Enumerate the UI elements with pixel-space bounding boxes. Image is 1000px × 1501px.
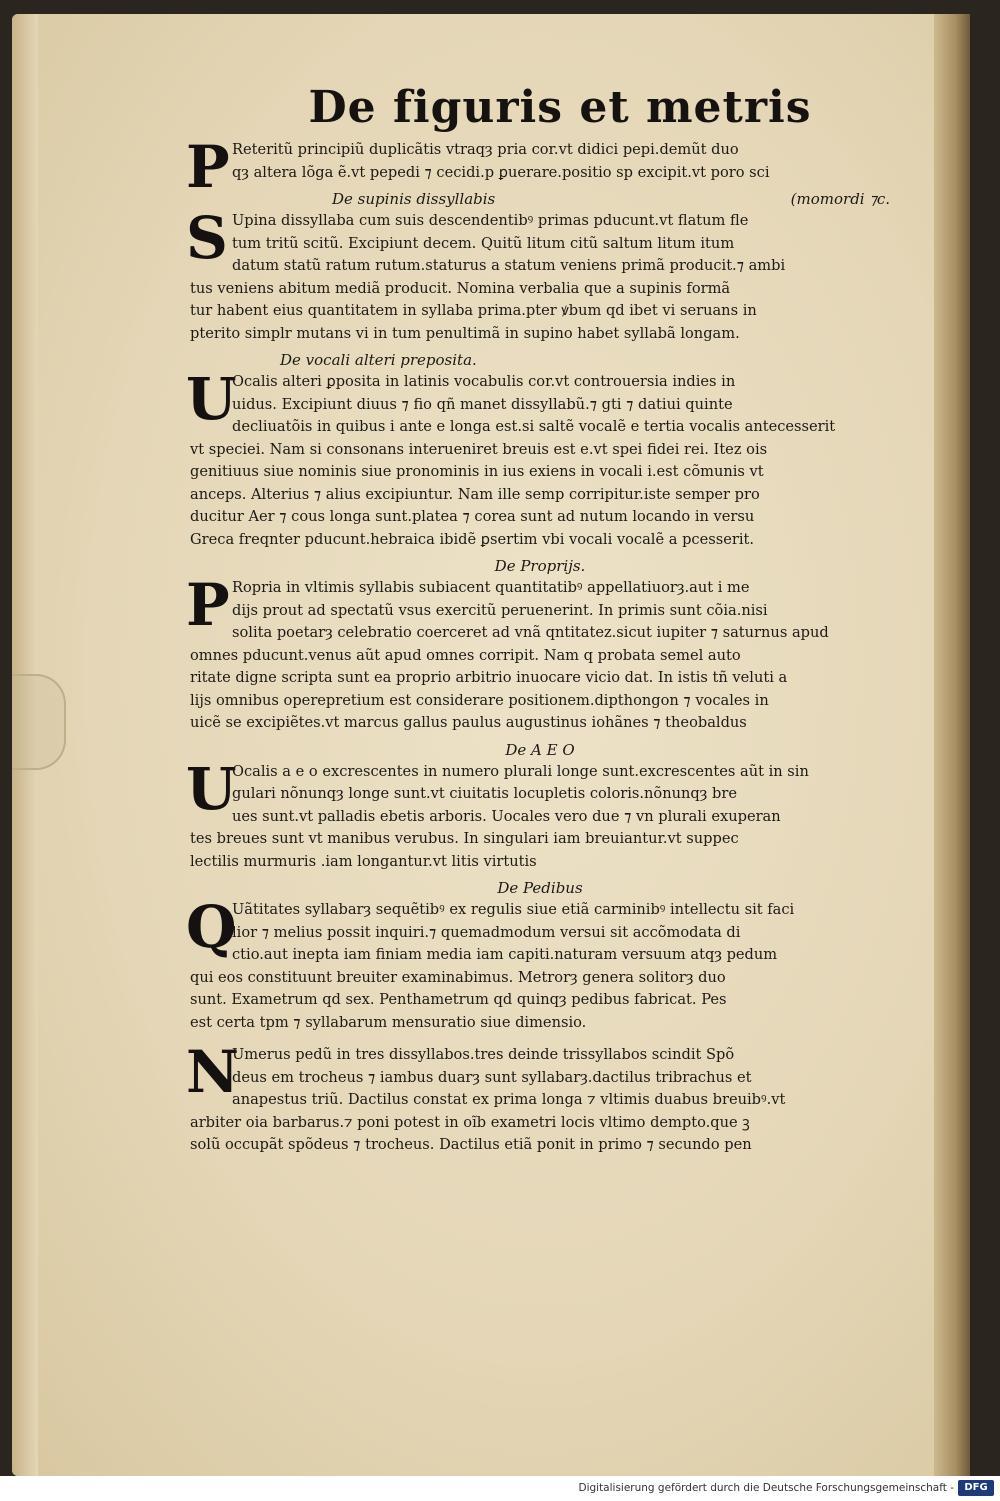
text-line: genitiuus siue nominis siue pronominis in ius exiens in vocali i.est cõmunis vt	[190, 463, 764, 480]
section-heading: De Proprijs.	[494, 557, 586, 575]
text-line: anapestus triũ. Dactilus constat ex prima longa ⁊ vltimis duabus breuibꝰ.vt	[232, 1091, 786, 1108]
text-line: tes breues sunt vt manibus verubus. In singulari iam breuiantur.vt suppec	[190, 830, 739, 847]
drop-cap: U	[186, 754, 237, 823]
text-line: Reteritũ principiũ duplicãtis vtraqȝ pria cor.vt didici pepi.demũt duo	[232, 141, 739, 158]
paragraph	[186, 204, 890, 345]
text-line: deus em trocheus ⁊ iambus duarȝ sunt syllabarȝ.dactilus tribrachus et	[232, 1068, 752, 1086]
page-title: De figuris et metris	[308, 82, 812, 133]
text-line: uidus. Excipiunt diuus ⁊ fio qñ manet dissyllabũ.⁊ gti ⁊ datiui quinte	[232, 395, 733, 413]
dfg-logo: DFG	[958, 1480, 994, 1496]
text-line: sunt. Exametrum qd sex. Penthametrum qd quinqȝ pedibus fabricat. Pes	[190, 991, 727, 1008]
text-line: gulari nõnunqȝ longe sunt.vt ciuitatis locupletis coloris.nõnunqȝ bre	[232, 785, 737, 802]
text-line: Uãtitates syllabarȝ sequẽtibꝰ ex regulis siue etiã carminibꝰ intellectu sit faci	[232, 901, 795, 918]
footer-bar	[0, 1476, 1000, 1501]
drop-cap: P	[186, 133, 230, 201]
funding-notice: Digitalisierung gefördert durch die Deutsche Forschungsgemeinschaft -	[578, 1482, 954, 1494]
text-line: ues sunt.vt palladis ebetis arboris. Uocales vero due ⁊ vn plurali exuperan	[232, 807, 781, 825]
text-line: qȝ altera lõga ẽ.vt pepedi ⁊ cecidi.p ꝑuerare.positio sp excipit.vt poro sci	[232, 163, 770, 181]
text-line: lijs omnibus operepretium est considerare positionem.dipthongon ⁊ vocales in	[190, 691, 769, 709]
text-line: lior ⁊ melius possit inquiri.⁊ quemadmodum versui sit accõmodata di	[232, 923, 741, 941]
drop-cap: S	[186, 204, 228, 272]
drop-cap: Q	[186, 893, 237, 961]
text-line: ctio.aut inepta iam finiam media iam capiti.naturam versuum atqȝ pedum	[232, 946, 778, 963]
drop-cap: U	[186, 365, 237, 433]
section-heading: De A E O	[505, 740, 575, 759]
paragraph	[186, 571, 890, 735]
paragraph	[186, 754, 890, 874]
text-line: tum tritũ scitũ. Excipiunt decem. Quitũ litum citũ saltum litum itum	[232, 234, 735, 252]
text-line: Umerus pedũ in tres dissyllabos.tres deinde trissyllabos scindit Spõ	[232, 1046, 735, 1063]
text-line: omnes pducunt.venus aũt apud omnes corripit. Nam q probata semel auto	[190, 646, 741, 664]
text-line: uicẽ se excipiẽtes.vt marcus gallus paulus augustinus iohãnes ⁊ theobaldus	[190, 714, 747, 731]
text-line: arbiter oia barbarus.⁊ poni potest in oĩb exametri locis vltimo dempto.que ꝫ	[190, 1113, 750, 1131]
text-line: Upina dissyllaba cum suis descendentibꝰ primas pducunt.vt flatum fle	[232, 212, 749, 229]
text-line: dijs prout ad spectatũ vsus exercitũ peruenerint. In primis sunt cõia.nisi	[232, 601, 768, 619]
text-block	[186, 82, 890, 1161]
text-line: solũ occupãt spõdeus ⁊ trocheus. Dactilus etiã ponit in primo ⁊ secundo pen	[190, 1136, 752, 1153]
text-line: solita poetarȝ celebratio coerceret ad vnã qntitatez.sicut iupiter ⁊ saturnus apud	[232, 624, 829, 641]
text-line: tur habent eius quantitatem in syllaba prima.pter ꝟbum qd ibet vi seruans in	[190, 302, 757, 319]
text-line: decliuatõis in quibus i ante e longa est.si saltẽ vocalẽ e tertia vocalis antecesserit	[232, 418, 836, 435]
page-right-edge	[934, 14, 970, 1476]
paragraph	[186, 893, 890, 1034]
drop-cap: N	[186, 1038, 240, 1106]
text-line: ritate digne scripta sunt ea proprio arbitrio inuocare vicio dat. In istis tñ veluti a	[190, 669, 788, 686]
text-line: lectilis murmuris .iam longantur.vt litis virtutis	[190, 852, 537, 870]
heading-text: De supinis dissyllabis	[332, 190, 496, 208]
text-line: anceps. Alterius ⁊ alius excipiuntur. Nam ille semp corripitur.iste semper pro	[190, 485, 760, 503]
text-line: tus veniens abitum mediã producit. Nomina verbalia que a supinis formã	[190, 279, 731, 297]
text-line: vt speciei. Nam si consonans interueniret breuis est e.vt spei fidei rei. Itez ois	[190, 440, 768, 458]
section-heading: De vocali alteri preposita.	[280, 351, 477, 369]
paragraph	[186, 1038, 890, 1157]
section-heading: De Pedibus	[497, 879, 583, 897]
section-heading	[232, 188, 890, 210]
text-line: qui eos constituunt breuiter examinabimus. Metrorȝ genera solitorȝ duo	[190, 968, 726, 986]
heading-right-text: (momordi ⁊c.	[790, 190, 890, 208]
binding-clasp	[12, 674, 66, 770]
text-line: est certa tpm ⁊ syllabarum mensuratio siue dimensio.	[190, 1013, 587, 1031]
text-line: Ocalis a e o excrescentes in numero plurali longe sunt.excrescentes aũt in sin	[232, 762, 809, 780]
text-line: Ropria in vltimis syllabis subiacent quantitatibꝰ appellatiuorȝ.aut i me	[232, 579, 750, 596]
text-line: Greca freqnter pducunt.hebraica ibidẽ ꝑsertim vbi vocali vocalẽ a pcesserit.	[190, 530, 754, 548]
text-line: ducitur Aer ⁊ cous longa sunt.platea ⁊ corea sunt ad nutum locando in versu	[190, 508, 755, 525]
text-line: pterito simplr mutans vi in tum penultimã in supino habet syllabã longam.	[190, 324, 740, 342]
paragraph	[186, 365, 890, 551]
drop-cap: P	[186, 571, 230, 639]
text-line: datum statũ ratum rutum.staturus a statum veniens primã producit.⁊ ambi	[232, 257, 786, 274]
text-line: Ocalis alteri ꝑposita in latinis vocabulis cor.vt controuersia indies in	[232, 373, 736, 390]
